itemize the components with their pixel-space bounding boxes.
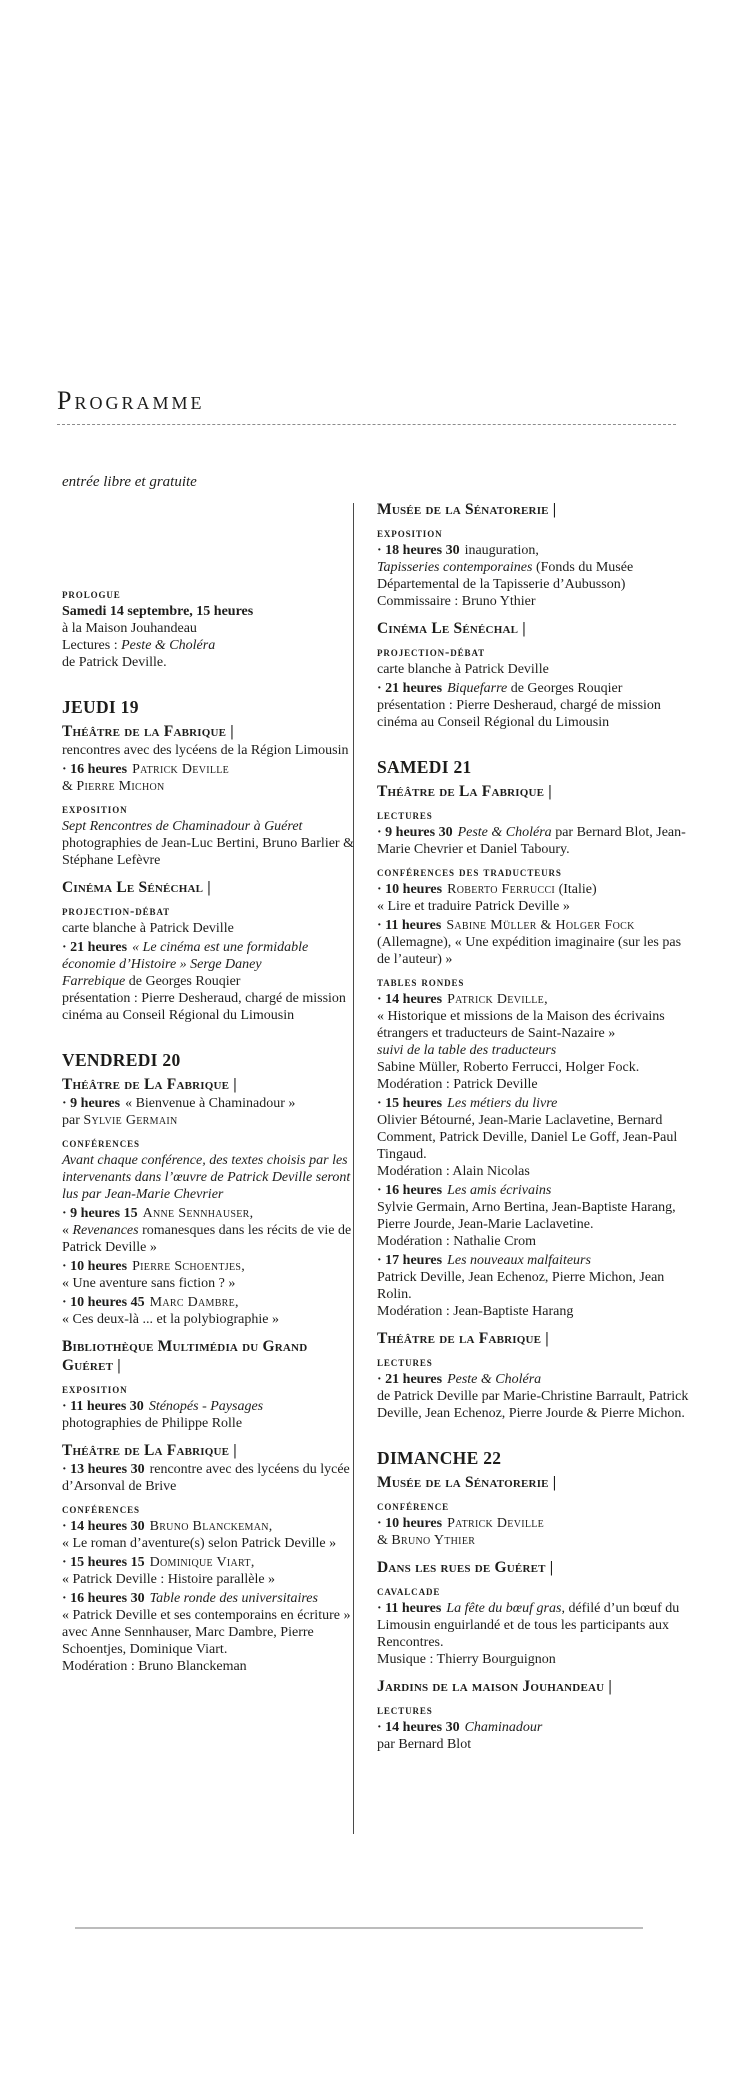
text: Modération : Patrick Deville — [377, 1077, 538, 1092]
day-heading: VENDREDI 20 — [62, 1050, 181, 1070]
work-title: Peste & Choléra — [447, 1372, 542, 1387]
event-type-label: exposition — [377, 525, 443, 540]
text: de Patrick Deville par Marie-Christine Barrault, Patrick Deville, Jean Echenoz, Pierre Jourde & Pierre Michon. — [377, 1389, 689, 1421]
column-left — [62, 586, 354, 1677]
program-entry — [377, 881, 689, 915]
time-label: · 16 heures — [62, 762, 128, 777]
text: « Le roman d’aventure(s) selon Patrick Deville » — [62, 1536, 337, 1551]
venue-heading: Dans les rues de Guéret | — [377, 1559, 554, 1576]
work-title: Biquefarre — [447, 681, 508, 696]
time-label: · 9 heures 15 — [62, 1206, 138, 1221]
program-entry — [62, 939, 354, 1024]
program-entry — [377, 542, 689, 610]
work-title: La fête du bœuf gras — [446, 1601, 562, 1616]
time-label: · 21 heures — [377, 681, 443, 696]
work-title: suivi de la table des traducteurs — [377, 1043, 557, 1058]
text: romanesques dans les récits de vie de Patrick Deville » — [62, 1223, 352, 1255]
time-label: · 21 heures — [377, 1372, 443, 1387]
program-entry — [62, 603, 354, 671]
program-entry — [377, 917, 689, 968]
person-name: Pierre Michon — [76, 779, 165, 794]
time-label: · 10 heures — [377, 1516, 443, 1531]
program-entry — [62, 1554, 354, 1588]
program-entry — [62, 1590, 354, 1675]
time-label: · 11 heures — [377, 918, 442, 933]
work-title: Revenances — [72, 1223, 139, 1238]
event-type-label: cavalcade — [377, 1583, 441, 1598]
text: carte blanche à Patrick Deville — [62, 921, 234, 936]
person-name: Patrick Deville, — [447, 992, 548, 1007]
text: « — [62, 1223, 73, 1238]
time-label: · 14 heures 30 — [377, 1720, 460, 1735]
text: , défilé d’un bœuf du Limousin enguirlandé et de tous les participants aux Rencontres. — [377, 1601, 680, 1650]
time-label: · 11 heures 30 — [62, 1399, 144, 1414]
time-label: · 21 heures — [62, 940, 128, 955]
program-entry — [62, 1294, 354, 1328]
time-label: · 16 heures — [377, 1183, 443, 1198]
text: « Patrick Deville : Histoire parallèle » — [62, 1572, 276, 1587]
text: Sylvie Germain, Arno Bertina, Jean-Baptiste Harang, Pierre Jourde, Jean-Marie Laclavetine. — [377, 1200, 676, 1232]
program-entry — [377, 1600, 689, 1668]
person-name: Bruno Blanckeman, — [149, 1519, 273, 1534]
event-type-label: conférences des traducteurs — [377, 864, 562, 879]
work-title: Sept Rencontres de Chaminadour à Guéret — [62, 819, 303, 834]
time-label: · 9 heures — [62, 1096, 121, 1111]
work-title: Tapisseries contemporaines — [377, 560, 533, 575]
text: photographies de Jean-Luc Bertini, Bruno Barlier & Stéphane Lefèvre — [62, 836, 354, 868]
program-entry — [62, 818, 354, 869]
text: de Georges Rouqier — [125, 974, 241, 989]
text: Modération : Nathalie Crom — [377, 1234, 537, 1249]
event-type-label: lectures — [377, 1702, 433, 1717]
program-entry — [62, 742, 354, 759]
program-entry — [377, 1095, 689, 1180]
person-name: Bruno Ythier — [391, 1533, 476, 1548]
time-label: · 14 heures — [377, 992, 443, 1007]
venue-heading: Cinéma Le Sénéchal | — [62, 879, 211, 896]
event-type-label: exposition — [62, 801, 128, 816]
venue-heading: Théâtre de la Fabrique | — [62, 723, 234, 740]
program-entry — [377, 661, 689, 678]
text: (Fonds du Musée Départemental de la Tapisserie d’Aubusson) — [377, 560, 634, 592]
program-entry — [62, 1518, 354, 1552]
text: Patrick Deville, Jean Echenoz, Pierre Michon, Jean Rolin. — [377, 1270, 665, 1302]
event-type-label: prologue — [62, 586, 121, 601]
event-type-label: conférences — [62, 1135, 140, 1150]
time-label: · 14 heures 30 — [62, 1519, 145, 1534]
program-entry — [62, 1095, 354, 1129]
text: Olivier Bétourné, Jean-Marie Laclavetine, Bernard Comment, Patrick Deville, Daniel Le Goff, Jean-Paul Tingaud. — [377, 1113, 678, 1162]
time-label: · 10 heures — [377, 882, 443, 897]
venue-heading: Jardins de la maison Jouhandeau | — [377, 1678, 612, 1695]
program-entry — [377, 1515, 689, 1549]
page-title: Programme — [57, 386, 205, 415]
text: à la Maison Jouhandeau — [62, 621, 197, 636]
venue-heading: Bibliothèque Multimédia du Grand Guéret | — [62, 1338, 308, 1374]
time-label: · 17 heures — [377, 1253, 443, 1268]
program-entry — [62, 1205, 354, 1256]
program-entry — [377, 1182, 689, 1250]
column-right — [377, 500, 689, 1755]
venue-heading: Théâtre de La Fabrique | — [377, 783, 552, 800]
program-entry — [377, 1719, 689, 1753]
time-label: · 15 heures 15 — [62, 1555, 145, 1570]
program-entry — [62, 761, 354, 795]
event-type-label: lectures — [377, 807, 433, 822]
program-entry — [377, 1371, 689, 1422]
venue-heading: Théâtre de La Fabrique | — [62, 1076, 237, 1093]
event-type-label: conférences — [62, 1501, 140, 1516]
text: carte blanche à Patrick Deville — [377, 662, 549, 677]
text: Commissaire : Bruno Ythier — [377, 594, 536, 609]
person-name: Patrick Deville — [447, 1516, 545, 1531]
text: « Bienvenue à Chaminadour » — [125, 1096, 296, 1111]
day-heading: SAMEDI 21 — [377, 757, 472, 777]
work-title: Avant chaque conférence, des textes choisis par les intervenants dans l’œuvre de Patrick Deville seront lus par Jean-Marie Chevrier — [62, 1153, 351, 1202]
text: « Une aventure sans fiction ? » — [62, 1276, 236, 1291]
time-label: · 15 heures — [377, 1096, 443, 1111]
text: rencontre avec des lycéens du lycée d’Arsonval de Brive — [62, 1462, 350, 1494]
time-label: · 9 heures 30 — [377, 825, 453, 840]
text: « Lire et traduire Patrick Deville » — [377, 899, 570, 914]
text: « Historique et missions de la Maison des écrivains étrangers et traducteurs de Saint-Nazaire » — [377, 1009, 665, 1041]
work-title: « Le cinéma est une formidable économie d’Histoire » Serge Daney — [62, 940, 309, 972]
event-type-label: conférence — [377, 1498, 450, 1513]
event-type-label: exposition — [62, 1381, 128, 1396]
person-name: Sylvie Germain — [83, 1113, 178, 1128]
text: par Bernard Blot, Jean-Marie Chevrier et Daniel Taboury. — [377, 825, 686, 857]
venue-heading: Musée de la Sénatorerie | — [377, 501, 557, 518]
program-entry — [62, 1258, 354, 1292]
text: par — [62, 1113, 84, 1128]
text: (Allemagne), « Une expédition imaginaire (sur les pas de l’auteur) » — [377, 935, 682, 967]
time-label: · 18 heures 30 — [377, 543, 460, 558]
text: Musique : Thierry Bourguignon — [377, 1652, 556, 1667]
text: rencontres avec des lycéens de la Région Limousin — [62, 743, 349, 758]
person-name: Marc Dambre, — [149, 1295, 239, 1310]
person-name: Anne Sennhauser, — [142, 1206, 254, 1221]
event-type-label: projection-débat — [62, 903, 171, 918]
day-heading: DIMANCHE 22 — [377, 1448, 502, 1468]
text: présentation : Pierre Desheraud, chargé de mission cinéma au Conseil Régional du Limousin — [62, 991, 346, 1023]
time-label: Samedi 14 septembre, 15 heures — [62, 604, 254, 619]
work-title: Peste & Choléra — [121, 638, 216, 653]
venue-heading: Théâtre de La Fabrique | — [62, 1442, 237, 1459]
person-name: Patrick Deville — [132, 762, 230, 777]
text: avec Anne Sennhauser, Marc Dambre, Pierre Schoentjes, Dominique Viart. — [62, 1625, 314, 1657]
footer-rule — [75, 1927, 643, 1929]
time-label: · 16 heures 30 — [62, 1591, 145, 1606]
title-dotted-rule — [57, 424, 676, 425]
text: & — [377, 1533, 392, 1548]
text: inauguration, — [464, 543, 539, 558]
text: de Patrick Deville. — [62, 655, 167, 670]
text: Sabine Müller, Roberto Ferrucci, Holger Fock. — [377, 1060, 640, 1075]
time-label: · 10 heures — [62, 1259, 128, 1274]
text: de Georges Rouqier — [507, 681, 623, 696]
event-type-label: tables rondes — [377, 974, 465, 989]
person-name: Dominique Viart, — [149, 1555, 255, 1570]
venue-heading: Théâtre de la Fabrique | — [377, 1330, 549, 1347]
text: Lectures : — [62, 638, 122, 653]
free-entry-note: entrée libre et gratuite — [62, 474, 197, 490]
event-type-label: projection-débat — [377, 644, 486, 659]
text: (Italie) — [555, 882, 597, 897]
work-title: Table ronde des universitaires — [149, 1591, 318, 1606]
text: Modération : Alain Nicolas — [377, 1164, 530, 1179]
work-title: Farrebique — [62, 974, 126, 989]
time-label: · 10 heures 45 — [62, 1295, 145, 1310]
work-title: Chaminadour — [464, 1720, 543, 1735]
work-title: Les métiers du livre — [447, 1096, 558, 1111]
work-title: Peste & Choléra — [457, 825, 552, 840]
program-entry — [62, 1398, 354, 1432]
venue-heading: Musée de la Sénatorerie | — [377, 1474, 557, 1491]
program-entry — [62, 1461, 354, 1495]
time-label: · 11 heures — [377, 1601, 442, 1616]
work-title: Sténopés - Paysages — [148, 1399, 264, 1414]
text: Modération : Jean-Baptiste Harang — [377, 1304, 574, 1319]
day-heading: JEUDI 19 — [62, 697, 139, 717]
program-entry — [62, 1152, 354, 1203]
text: photographies de Philippe Rolle — [62, 1416, 243, 1431]
time-label: · 13 heures 30 — [62, 1462, 145, 1477]
person-name: Roberto Ferrucci — [447, 882, 556, 897]
program-entry — [377, 680, 689, 731]
text: « Ces deux-là ... et la polybiographie » — [62, 1312, 279, 1327]
text: « Patrick Deville et ses contemporains en écriture » — [62, 1608, 351, 1623]
person-name: Pierre Schoentjes, — [132, 1259, 246, 1274]
program-entry — [377, 824, 689, 858]
work-title: Les nouveaux malfaiteurs — [447, 1253, 591, 1268]
event-type-label: lectures — [377, 1354, 433, 1369]
program-entry — [377, 991, 689, 1093]
text: Modération : Bruno Blanckeman — [62, 1659, 247, 1674]
venue-heading: Cinéma Le Sénéchal | — [377, 620, 526, 637]
text: par Bernard Blot — [377, 1737, 472, 1752]
work-title: Les amis écrivains — [447, 1183, 552, 1198]
text: présentation : Pierre Desheraud, chargé de mission cinéma au Conseil Régional du Limousin — [377, 698, 661, 730]
person-name: Sabine Müller & Holger Fock — [446, 918, 635, 933]
text: & — [62, 779, 77, 794]
program-entry — [377, 1252, 689, 1320]
program-entry — [62, 920, 354, 937]
